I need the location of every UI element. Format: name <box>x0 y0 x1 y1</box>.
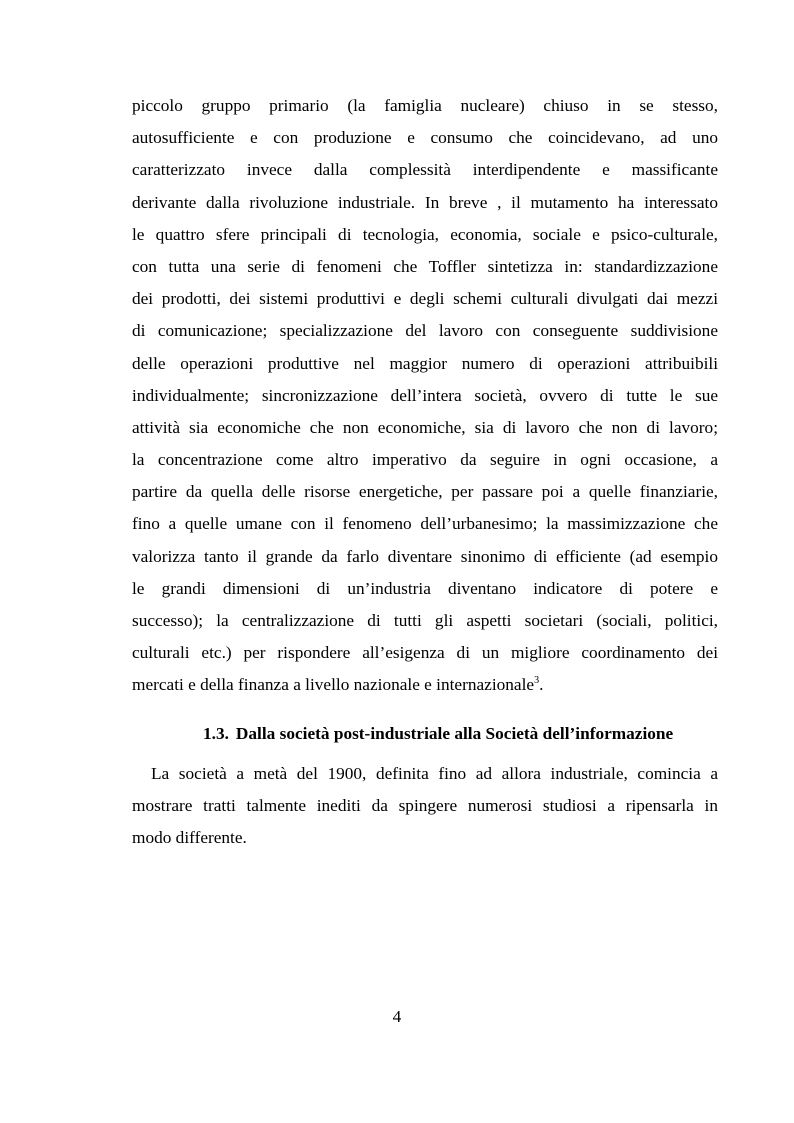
last-line-text: mercati e della finanza a livello nazionale e internazionale <box>132 675 535 695</box>
text-line: autosufficiente e con produzione e consumo che coincidevano, ad uno <box>132 128 718 148</box>
text-line: La società a metà del 1900, definita fino ad allora industriale, comincia a <box>151 764 718 783</box>
text-line-last: modo differente. <box>132 828 247 848</box>
section-heading <box>203 720 723 748</box>
text-line: la concentrazione come altro imperativo da seguire in ogni occasione, a <box>132 450 718 470</box>
text-line: di comunicazione; specializzazione del lavoro con conseguente suddivisione <box>132 321 718 341</box>
text-line: derivante dalla rivoluzione industriale. In breve , il mutamento ha interessato <box>132 192 718 212</box>
text-line: le quattro sfere principali di tecnologia, economia, sociale e psico-culturale, <box>132 224 718 244</box>
text-line: valorizza tanto il grande da farlo diventare sinonimo di efficiente (ad esempio <box>132 546 718 566</box>
last-line-end: . <box>539 675 544 695</box>
text-line: successo); la centralizzazione di tutti gli aspetti societari (sociali, politici, <box>132 611 718 630</box>
footnote-reference[interactable]: 3 <box>534 675 540 687</box>
text-line: delle operazioni produttive nel maggior numero di operazioni attribuibili <box>132 353 718 373</box>
section-number: 1.3. <box>203 724 229 743</box>
text-line: dei prodotti, dei sistemi produttivi e degli schemi culturali divulgati dai mezzi <box>132 289 718 309</box>
text-line: mostrare tratti talmente inediti da spingere numerosi studiosi a ripensarla in <box>132 796 718 816</box>
text-line: fino a quelle umane con il fenomeno dell’urbanesimo; la massimizzazione che <box>132 514 718 534</box>
text-line: le grandi dimensioni di un’industria diventano indicatore di potere e <box>132 578 718 598</box>
text-line-last <box>132 669 718 701</box>
text-line: con tutta una serie di fenomeni che Toffler sintetizza in: standardizzazione <box>132 256 718 276</box>
section-title: Dalla società post-industriale alla Società dell’informazione <box>235 724 674 743</box>
text-line: individualmente; sincronizzazione dell’intera società, ovvero di tutte le sue <box>132 385 718 405</box>
text-line: piccolo gruppo primario (la famiglia nucleare) chiuso in se stesso, <box>132 96 718 115</box>
body-paragraph-2 <box>132 758 718 855</box>
text-line: attività sia economiche che non economiche, sia di lavoro che non di lavoro; <box>132 417 718 437</box>
page-number: 4 <box>392 1007 402 1026</box>
text-line: culturali etc.) per rispondere all’esigenza di un migliore coordinamento dei <box>132 643 718 663</box>
body-paragraph-1 <box>132 90 718 702</box>
text-line: partire da quella delle risorse energetiche, per passare poi a quelle finanziarie, <box>132 482 718 502</box>
text-line: caratterizzato invece dalla complessità interdipendente e massificante <box>132 160 718 180</box>
